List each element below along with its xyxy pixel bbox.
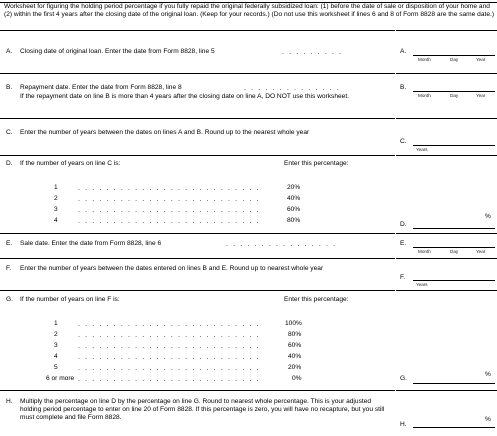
- line-h-pct: %: [485, 416, 491, 423]
- line-g-field[interactable]: [413, 383, 495, 384]
- line-g-n1: 1: [54, 320, 58, 327]
- line-d-leader-2: ..........................: [78, 196, 264, 203]
- rule-f: [0, 290, 497, 291]
- line-h-text: Multiply the percentage on line D by the percentage on line G. Round to nearest whole percentage. This is your adjusted holding period percentage to enter on line 20 of Form 8828. If this percentage is zero, you will have no recapture, but you still must complete and file Form 8828.: [20, 398, 385, 422]
- line-b-text: Repayment date. Enter the date from Form 8828, line 8: [20, 84, 182, 91]
- line-g-p2: 80%: [288, 331, 302, 338]
- line-b-note: If the repayment date on line B is more than 4 years after the closing date on line A, DO NOT use this worksheet.: [20, 93, 350, 100]
- intro-rule: [0, 30, 497, 31]
- line-e-day: Day: [450, 249, 459, 254]
- line-a-code: A.: [400, 48, 407, 55]
- line-g-p4: 40%: [288, 353, 302, 360]
- line-d-p4: 80%: [287, 217, 301, 224]
- line-g-text: If the number of years on line F is:: [20, 296, 120, 303]
- line-b-day: Day: [450, 93, 459, 98]
- line-g-n6: 6 or more: [46, 375, 75, 382]
- line-g-letter: G.: [6, 296, 13, 303]
- line-g-leader-2: ..........................: [78, 332, 264, 339]
- line-b-year: Year: [476, 93, 486, 98]
- line-a-letter: A.: [6, 48, 13, 55]
- line-a-field[interactable]: [413, 55, 495, 56]
- line-d-n1: 1: [54, 184, 58, 191]
- line-d-n4: 4: [54, 217, 58, 224]
- column-gap: [395, 30, 396, 434]
- line-a-year: Year: [476, 57, 486, 62]
- line-f-text: Enter the number of years between the dates entered on lines B and E. Round up to nearest whole year: [20, 265, 324, 272]
- line-d-field[interactable]: [413, 228, 495, 229]
- line-g-leader-1: ..........................: [78, 321, 264, 328]
- line-g-p6: 0%: [292, 375, 302, 382]
- line-e-year: Year: [476, 249, 486, 254]
- rule-a: [0, 73, 497, 74]
- line-h-code: H.: [400, 421, 407, 428]
- line-e-leader: ................: [226, 241, 341, 248]
- line-c-letter: C.: [6, 129, 13, 136]
- line-c-text: Enter the number of years between the dates on lines A and B. Round up to the nearest whole year: [20, 129, 310, 136]
- line-c-years: Years: [416, 147, 428, 152]
- line-g-leader-3: ..........................: [78, 343, 264, 350]
- line-g-p5: 20%: [288, 364, 302, 371]
- line-e-letter: E.: [6, 240, 13, 247]
- line-d-p2: 40%: [287, 195, 301, 202]
- line-d-p1: 20%: [287, 184, 301, 191]
- line-f-letter: F.: [6, 265, 12, 272]
- line-d-n2: 2: [54, 195, 58, 202]
- line-h-field[interactable]: [413, 427, 495, 428]
- line-d-leader-4: ..........................: [78, 218, 264, 225]
- line-g-header: Enter this percentage:: [284, 296, 349, 303]
- line-d-letter: D.: [6, 160, 13, 167]
- line-f-code: F.: [400, 274, 406, 281]
- line-g-n3: 3: [54, 342, 58, 349]
- line-d-n3: 3: [54, 206, 58, 213]
- line-a-text: Closing date of original loan. Enter the date from Form 8828, line 5: [20, 48, 215, 55]
- line-a-leader: .........: [282, 49, 347, 56]
- line-d-header: Enter this percentage:: [284, 160, 349, 167]
- line-f-years: Years: [416, 282, 428, 287]
- line-d-p3: 60%: [287, 206, 301, 213]
- line-g-n2: 2: [54, 331, 58, 338]
- line-g-n4: 4: [54, 353, 58, 360]
- line-g-code: G.: [400, 375, 407, 382]
- line-g-n5: 5: [54, 364, 58, 371]
- line-b-leader: ..............: [244, 85, 345, 92]
- line-a-month: Month: [418, 57, 431, 62]
- line-b-field[interactable]: [413, 91, 495, 92]
- line-g-p1: 100%: [285, 320, 302, 327]
- rule-d: [0, 233, 497, 234]
- line-g-leader-5: ..........................: [78, 365, 264, 372]
- worksheet-intro: Worksheet for figuring the holding period percentage if you fully repaid the original federally subsidized loan: (1) before the date of sale or disposition of your home and (2) within the first 4 years after the closing date of the original loan. (Keep for your records.) (Do not use this worksheet if lines 6 and 8 of Form 8828 are the same date.): [4, 3, 495, 19]
- line-h-letter: H.: [6, 398, 13, 405]
- rule-g: [0, 390, 497, 391]
- line-g-pct: %: [485, 371, 491, 378]
- line-d-text: If the number of years on line C is:: [20, 160, 121, 167]
- line-g-p3: 60%: [288, 342, 302, 349]
- line-c-code: C.: [400, 138, 407, 145]
- line-a-day: Day: [450, 57, 459, 62]
- line-g-leader-4: ..........................: [78, 354, 264, 361]
- line-b-letter: B.: [6, 84, 13, 91]
- line-d-code: D.: [400, 221, 407, 228]
- rule-e: [0, 258, 497, 259]
- line-e-month: Month: [418, 249, 431, 254]
- line-b-month: Month: [418, 93, 431, 98]
- line-b-code: B.: [400, 84, 407, 91]
- rule-c: [0, 155, 497, 156]
- line-c-field[interactable]: [413, 145, 495, 146]
- line-g-leader-6: ..........................: [78, 376, 264, 383]
- line-d-leader-1: ..........................: [78, 185, 264, 192]
- line-d-leader-3: ..........................: [78, 207, 264, 214]
- rule-b: [0, 118, 497, 119]
- line-e-code: E.: [400, 240, 407, 247]
- line-f-field[interactable]: [413, 280, 495, 281]
- line-e-field[interactable]: [413, 247, 495, 248]
- line-d-pct: %: [485, 213, 491, 220]
- line-e-text: Sale date. Enter the date from Form 8828, line 6: [20, 240, 162, 247]
